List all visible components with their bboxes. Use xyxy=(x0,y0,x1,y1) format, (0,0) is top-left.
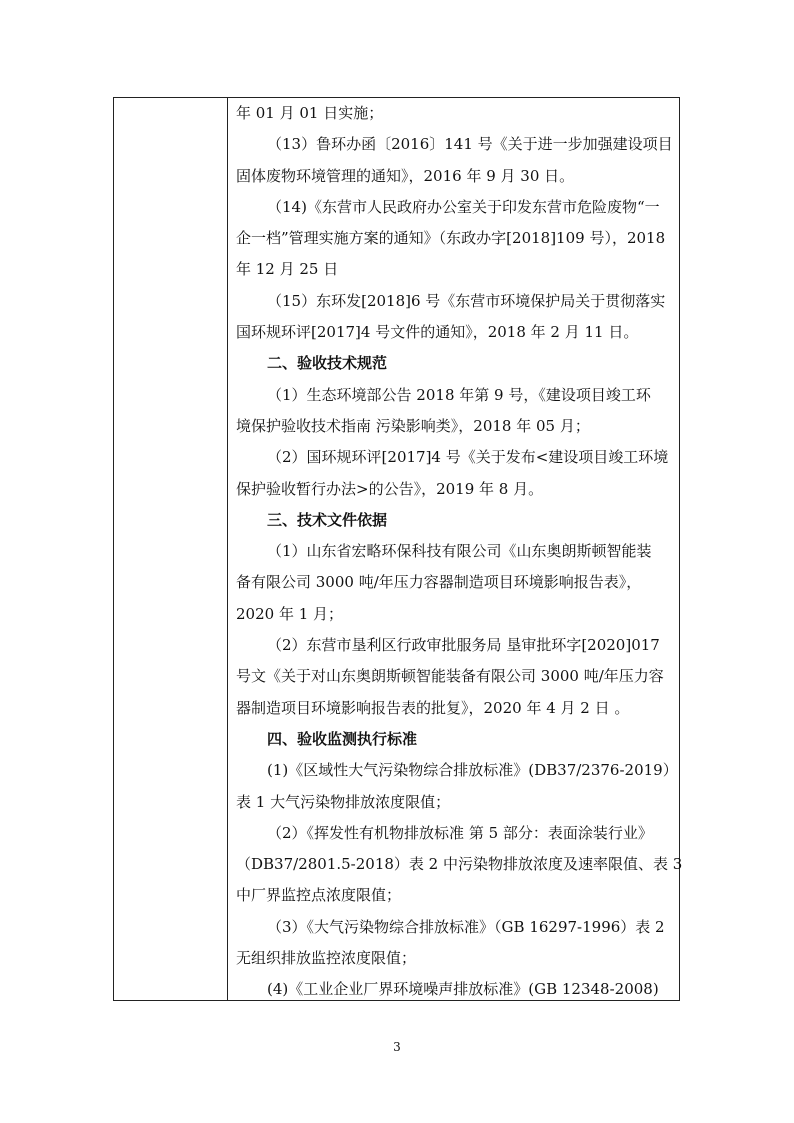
text-line: （3）《大气污染物综合排放标准》（GB 16297-1996）表 2 xyxy=(267,917,665,936)
text-line: （1）生态环境部公告 2018 年第 9 号，《建设项目竣工环 xyxy=(267,385,651,404)
text-line: 固体废物环境管理的通知》，2016 年 9 月 30 日。 xyxy=(236,166,575,185)
text-line: 境保护验收技术指南 污染影响类》，2018 年 05 月； xyxy=(236,416,590,435)
text-line: （2）东营市垦利区行政审批服务局 垦审批环字[2020]017 xyxy=(267,636,660,655)
section-heading: 二、验收技术规范 xyxy=(267,354,388,373)
text-line: (1)《区域性大气污染物综合排放标准》(DB37/2376-2019） xyxy=(267,761,678,780)
text-line: （14)《东营市人民政府办公室关于印发东营市危险废物“一 xyxy=(267,197,660,216)
text-line: 2020 年 1 月； xyxy=(236,604,344,623)
text-line: 备有限公司 3000 吨/年压力容器制造项目环境影响报告表》， xyxy=(236,573,642,592)
text-line: 无组织排放监控浓度限值； xyxy=(236,949,417,968)
page-number: 3 xyxy=(393,1040,401,1054)
text-line: （15）东环发[2018]6 号《东营市环境保护局关于贯彻落实 xyxy=(267,291,666,310)
text-line: 器制造项目环境影响报告表的批复》，2020 年 4 月 2 日 。 xyxy=(236,698,630,717)
text-line: （2）《挥发性有机物排放标准 第 5 部分：表面涂装行业》 xyxy=(267,823,653,842)
section-heading: 三、技术文件依据 xyxy=(267,510,388,529)
text-line: 号文《关于对山东奥朗斯顿智能装备有限公司 3000 吨/年压力容 xyxy=(236,667,664,686)
text-line: （1）山东省宏略环保科技有限公司《山东奥朗斯顿智能装 xyxy=(267,542,652,561)
table-content-cell xyxy=(236,98,683,1006)
text-line: （13）鲁环办函〔2016〕141 号《关于进一步加强建设项目 xyxy=(267,135,673,154)
table-left-column xyxy=(114,98,228,1000)
document-table xyxy=(113,97,683,1001)
text-line: 保护验收暂行办法>的公告》，2019 年 8 月。 xyxy=(236,479,544,498)
text-line: 年 12 月 25 日 xyxy=(236,260,339,279)
text-line: （2）国环规环评[2017]4 号《关于发布<建设项目竣工环境 xyxy=(267,448,669,467)
text-line: (4)《工业企业厂界环境噪声排放标准》(GB 12348-2008) xyxy=(267,980,659,999)
text-line: 年 01 月 01 日实施； xyxy=(236,104,384,122)
text-line: （DB37/2801.5-2018）表 2 中污染物排放浓度及速率限值、表 3 xyxy=(236,855,683,874)
text-line: 中厂界监控点浓度限值； xyxy=(236,886,402,905)
section-heading: 四、验收监测执行标准 xyxy=(267,729,418,748)
text-line: 国环规环评[2017]4 号文件的通知》，2018 年 2 月 11 日。 xyxy=(236,323,639,342)
text-line: 表 1 大气污染物排放浓度限值； xyxy=(236,792,451,811)
text-line: 企一档”管理实施方案的通知》（东政办字[2018]109 号），2018 xyxy=(236,229,666,248)
